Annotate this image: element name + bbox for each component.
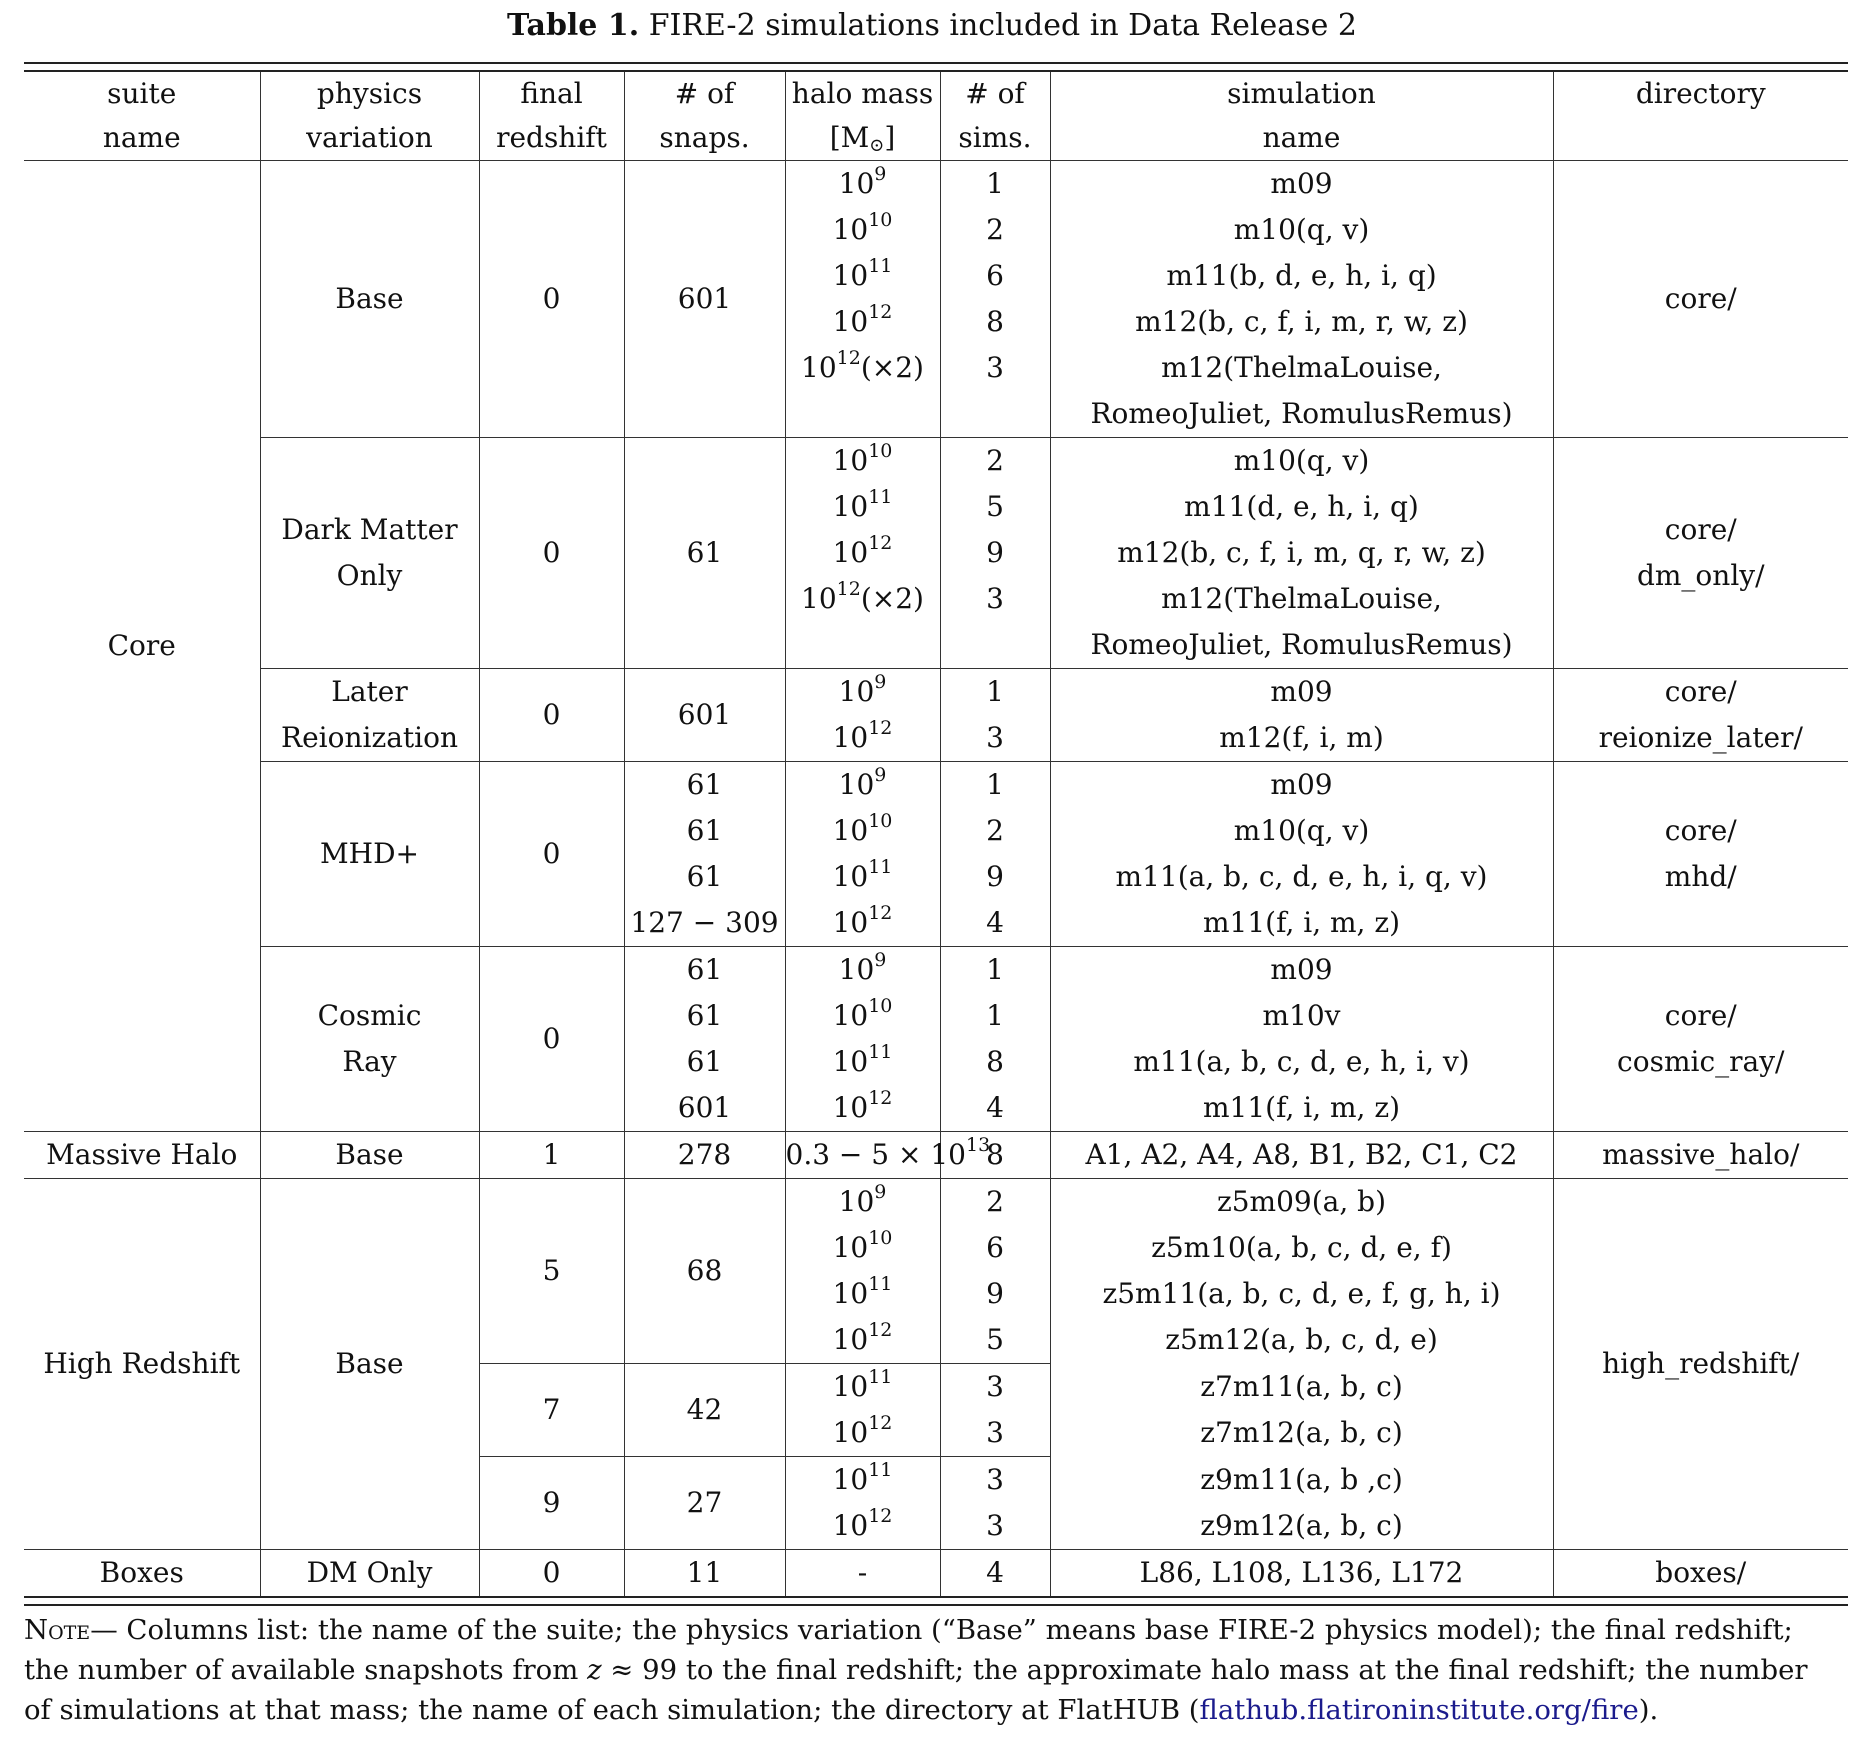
physics-dmo-line-1: Dark Matter xyxy=(281,513,458,546)
snaps-high-9: 27 xyxy=(624,1457,785,1550)
flathub-link[interactable]: flathub.flatironinstitute.org/fire xyxy=(1199,1694,1639,1726)
halo-mass-base: 10 xyxy=(832,490,869,523)
num-sims-cell: 1 xyxy=(940,947,1050,994)
header-physics-variation-line-1: physics xyxy=(316,77,423,110)
simulation-name-cell: m11(a, b, c, d, e, h, i, q, v) xyxy=(1050,854,1553,900)
simulation-name-cell: m12(ThelmaLouise, xyxy=(1050,576,1553,622)
snaps-cell: 61 xyxy=(624,993,785,1039)
simulation-name-cell: m11(b, d, e, h, i, q) xyxy=(1050,253,1553,299)
suite-high-redshift: High Redshift xyxy=(24,1179,260,1550)
num-sims-cell: 9 xyxy=(940,854,1050,900)
halo-mass-exponent: 11 xyxy=(868,1041,893,1063)
num-sims-cell: 2 xyxy=(940,808,1050,854)
halo-mass-cell xyxy=(785,762,940,809)
header-simulation-name-line-1: simulation xyxy=(1227,77,1376,110)
halo-mass-cell xyxy=(785,484,940,530)
num-sims-cell: 2 xyxy=(940,207,1050,253)
halo-mass-base: 10 xyxy=(838,675,875,708)
snaps-high-5: 68 xyxy=(624,1179,785,1364)
redshift-high-7: 7 xyxy=(479,1364,624,1457)
halo-mass-exponent: 9 xyxy=(874,949,887,971)
simulation-name-cell: m09 xyxy=(1050,762,1553,809)
halo-mass-base: 10 xyxy=(832,814,869,847)
header-halo-mass-unit-part: ] xyxy=(884,121,896,154)
halo-mass-base: 10 xyxy=(801,582,837,615)
note-label: Note xyxy=(24,1614,91,1646)
header-num-sims-line-1: # of xyxy=(965,77,1025,110)
physics-mhd: MHD+ xyxy=(260,762,479,947)
halo-mass-exponent: 10 xyxy=(868,995,893,1017)
halo-mass-base: 10 xyxy=(832,444,869,477)
halo-mass-cell xyxy=(785,993,940,1039)
table-caption-label: Table 1. xyxy=(507,8,640,43)
directory-mhd xyxy=(1553,762,1848,947)
simulation-name-cell: z5m10(a, b, c, d, e, f) xyxy=(1050,1225,1553,1271)
halo-mass-cell xyxy=(785,947,940,994)
halo-mass-base: 10 xyxy=(838,953,875,986)
header-physics-variation-line-2: variation xyxy=(306,121,433,154)
simulation-name-cell: m11(d, e, h, i, q) xyxy=(1050,484,1553,530)
num-sims-cell: 3 xyxy=(940,1410,1050,1457)
header-row xyxy=(24,71,1848,161)
snaps-cell: 127 − 309 xyxy=(624,900,785,947)
suite-boxes: Boxes xyxy=(24,1550,260,1598)
directory-cr-line-2: cosmic_ray/ xyxy=(1617,1045,1785,1078)
table-body xyxy=(24,71,1848,1597)
halo-mass-cell xyxy=(785,1410,940,1457)
simulation-name-boxes: L86, L108, L136, L172 xyxy=(1050,1550,1553,1598)
simulation-name-cell: RomeoJuliet, RomulusRemus) xyxy=(1050,391,1553,438)
note-line-2: the number of available snapshots from z ≈ 99 to the final redshift; the approximate halo mass at the final redshift; the number xyxy=(24,1654,1808,1686)
header-halo-mass-unit xyxy=(786,116,940,160)
snaps-cell: 61 xyxy=(624,762,785,809)
snaps-later: 601 xyxy=(624,669,785,762)
header-directory-line-1: directory xyxy=(1635,77,1766,110)
halo-mass-base: 10 xyxy=(832,1509,869,1542)
halo-mass-base: 10 xyxy=(838,768,875,801)
header-halo-mass-line-1: halo mass xyxy=(791,77,934,110)
simulation-name-cell: z7m12(a, b, c) xyxy=(1050,1410,1553,1457)
simulation-name-cell: m10v xyxy=(1050,993,1553,1039)
halo-mass-cell xyxy=(785,345,940,391)
halo-mass-base: 10 xyxy=(832,860,869,893)
num-sims-cell: 3 xyxy=(940,345,1050,391)
halo-mass-base: 10 xyxy=(832,1091,869,1124)
halo-mass-cell xyxy=(785,1317,940,1364)
directory-mhd-line-1: core/ xyxy=(1664,814,1737,847)
simulation-name-cell: z9m12(a, b, c) xyxy=(1050,1503,1553,1550)
table-row xyxy=(24,1550,1848,1598)
num-sims-cell xyxy=(940,391,1050,438)
header-directory xyxy=(1553,71,1848,161)
simulation-name-massive-halo: A1, A2, A4, A8, B1, B2, C1, C2 xyxy=(1050,1132,1553,1179)
redshift-high-9: 9 xyxy=(479,1457,624,1550)
halo-mass-exponent: 11 xyxy=(868,1459,893,1481)
num-sims-cell: 3 xyxy=(940,1457,1050,1504)
header-simulation-name-line-2: name xyxy=(1262,121,1341,154)
halo-mass-cell xyxy=(785,207,940,253)
redshift-boxes: 0 xyxy=(479,1550,624,1598)
snaps-dmo: 61 xyxy=(624,438,785,669)
redshift-later: 0 xyxy=(479,669,624,762)
halo-mass-base: 10 xyxy=(832,906,869,939)
halo-mass-base: 10 xyxy=(832,1370,869,1403)
simulation-name-cell: z9m11(a, b ,c) xyxy=(1050,1457,1553,1504)
halo-mass-base: 10 xyxy=(832,1416,869,1449)
halo-mass-exponent: 11 xyxy=(868,1273,893,1295)
simulation-name-cell: RomeoJuliet, RomulusRemus) xyxy=(1050,622,1553,669)
simulation-name-cell: m12(f, i, m) xyxy=(1050,715,1553,762)
num-sims-cell xyxy=(940,622,1050,669)
halo-mass-base: 10 xyxy=(801,351,837,384)
num-sims-cell: 3 xyxy=(940,1503,1050,1550)
halo-mass-cell xyxy=(785,391,940,438)
halo-mass-exponent: 12 xyxy=(868,1087,893,1109)
physics-boxes: DM Only xyxy=(260,1550,479,1598)
num-sims-cell: 2 xyxy=(940,438,1050,485)
header-num-snaps-line-1: # of xyxy=(674,77,735,110)
num-sims-cell: 1 xyxy=(940,762,1050,809)
halo-mass-cell xyxy=(785,1179,940,1226)
directory-base: core/ xyxy=(1553,161,1848,438)
table-row xyxy=(24,1179,1848,1226)
halo-mass-exponent: 12 xyxy=(836,578,861,600)
halo-mass-suffix: (×2) xyxy=(860,351,924,384)
snaps-base: 601 xyxy=(624,161,785,438)
halo-mass-base: 10 xyxy=(838,167,875,200)
snaps-cell: 601 xyxy=(624,1085,785,1132)
halo-mass-exponent: 9 xyxy=(874,1181,887,1203)
directory-massive-halo: massive_halo/ xyxy=(1553,1132,1848,1179)
physics-cr-line-1: Cosmic xyxy=(317,999,422,1032)
snaps-cell: 61 xyxy=(624,1039,785,1085)
table-row xyxy=(24,947,1848,994)
halo-mass-exponent: 12 xyxy=(868,717,893,739)
halo-mass-cell xyxy=(785,1503,940,1550)
redshift-mhd: 0 xyxy=(479,762,624,947)
num-sims-cell: 4 xyxy=(940,1085,1050,1132)
num-sims-cell: 2 xyxy=(940,1179,1050,1226)
halo-mass-base: 10 xyxy=(832,1277,869,1310)
num-sims-cell: 9 xyxy=(940,1271,1050,1317)
num-sims-cell: 8 xyxy=(940,299,1050,345)
halo-mass-base: 10 xyxy=(832,1231,869,1264)
physics-high-redshift: Base xyxy=(260,1179,479,1550)
header-suite-name-line-2: name xyxy=(102,121,181,154)
header-halo-mass xyxy=(785,71,940,161)
halo-mass-exponent: 12 xyxy=(836,347,861,369)
directory-cr xyxy=(1553,947,1848,1132)
halo-mass-cell xyxy=(785,669,940,716)
num-sims-massive-halo: 8 xyxy=(940,1132,1050,1179)
header-halo-mass-unit-part: ⊙ xyxy=(869,135,885,156)
num-sims-cell: 1 xyxy=(940,161,1050,208)
directory-later xyxy=(1553,669,1848,762)
simulation-name-cell: m10(q, v) xyxy=(1050,438,1553,485)
halo-mass-base: 10 xyxy=(832,1045,869,1078)
redshift-high-5: 5 xyxy=(479,1179,624,1364)
header-final-redshift-line-2: redshift xyxy=(496,121,607,154)
directory-dmo-line-2: dm_only/ xyxy=(1636,559,1765,592)
simulation-name-cell: m12(b, c, f, i, m, q, r, w, z) xyxy=(1050,530,1553,576)
redshift-base: 0 xyxy=(479,161,624,438)
simulation-name-cell: m09 xyxy=(1050,161,1553,208)
simulation-name-cell: m11(a, b, c, d, e, h, i, v) xyxy=(1050,1039,1553,1085)
snaps-massive-halo: 278 xyxy=(624,1132,785,1179)
halo-mass-exponent: 10 xyxy=(868,810,893,832)
physics-cr xyxy=(260,947,479,1132)
simulation-name-cell: z7m11(a, b, c) xyxy=(1050,1364,1553,1411)
directory-later-line-2: reionize_later/ xyxy=(1598,721,1803,754)
snaps-boxes: 11 xyxy=(624,1550,785,1598)
halo-mass-exponent: 12 xyxy=(868,1505,893,1527)
header-num-snaps xyxy=(624,71,785,161)
halo-mass-base: 10 xyxy=(832,1323,869,1356)
directory-dmo xyxy=(1553,438,1848,669)
halo-mass-exponent: 11 xyxy=(868,1366,893,1388)
halo-mass-base: 10 xyxy=(832,259,869,292)
table-row xyxy=(24,762,1848,809)
directory-cr-line-1: core/ xyxy=(1664,999,1737,1032)
directory-boxes: boxes/ xyxy=(1553,1550,1848,1598)
header-final-redshift-line-1: final xyxy=(520,77,583,110)
simulation-name-cell: m12(b, c, f, i, m, r, w, z) xyxy=(1050,299,1553,345)
halo-mass-base: 10 xyxy=(832,721,869,754)
num-sims-cell: 8 xyxy=(940,1039,1050,1085)
directory-later-line-1: core/ xyxy=(1664,675,1737,708)
directory-mhd-line-2: mhd/ xyxy=(1664,860,1737,893)
halo-mass-base: 10 xyxy=(832,1463,869,1496)
table-row xyxy=(24,1132,1848,1179)
halo-mass-exponent: 9 xyxy=(874,671,887,693)
header-simulation-name xyxy=(1050,71,1553,161)
physics-later xyxy=(260,669,479,762)
simulation-name-cell: z5m09(a, b) xyxy=(1050,1179,1553,1226)
suite-massive-halo: Massive Halo xyxy=(24,1132,260,1179)
halo-mass-cell xyxy=(785,808,940,854)
table-row xyxy=(24,669,1848,716)
halo-mass-base: 10 xyxy=(838,1185,875,1218)
physics-dmo-line-2: Only xyxy=(336,559,403,592)
redshift-massive-halo: 1 xyxy=(479,1132,624,1179)
num-sims-cell: 3 xyxy=(940,715,1050,762)
directory-high-redshift: high_redshift/ xyxy=(1553,1179,1848,1550)
table-row xyxy=(24,438,1848,485)
simulations-table-frame xyxy=(24,62,1848,1606)
halo-mass-exponent: 12 xyxy=(868,1412,893,1434)
header-num-sims xyxy=(940,71,1050,161)
simulation-name-cell: m12(ThelmaLouise, xyxy=(1050,345,1553,391)
table-row xyxy=(24,161,1848,208)
table-note xyxy=(24,1610,1848,1730)
num-sims-cell: 1 xyxy=(940,669,1050,716)
header-suite-name-line-1: suite xyxy=(107,77,177,110)
halo-mass-cell xyxy=(785,299,940,345)
redshift-cr: 0 xyxy=(479,947,624,1132)
halo-mass-base: 10 xyxy=(832,999,869,1032)
simulation-name-cell: z5m12(a, b, c, d, e) xyxy=(1050,1317,1553,1364)
halo-mass-cell xyxy=(785,1457,940,1504)
table-caption-text: FIRE-2 simulations included in Data Release 2 xyxy=(648,8,1357,43)
num-sims-cell: 5 xyxy=(940,484,1050,530)
physics-base: Base xyxy=(260,161,479,438)
halo-mass-exponent: 10 xyxy=(868,440,893,462)
snaps-cell: 61 xyxy=(624,947,785,994)
halo-mass-cell xyxy=(785,1271,940,1317)
halo-mass-exponent: 13 xyxy=(966,1134,991,1156)
physics-massive-halo: Base xyxy=(260,1132,479,1179)
simulation-name-cell: z5m11(a, b, c, d, e, f, g, h, i) xyxy=(1050,1271,1553,1317)
halo-mass-cell xyxy=(785,1039,940,1085)
halo-mass-exponent: 10 xyxy=(868,209,893,231)
header-halo-mass-unit-part: [M xyxy=(829,121,870,154)
halo-mass-base: 0.3 − 5 × 10 xyxy=(785,1138,966,1171)
physics-cr-line-2: Ray xyxy=(342,1045,397,1078)
physics-dmo xyxy=(260,438,479,669)
halo-mass-exponent: 11 xyxy=(868,486,893,508)
header-suite-name xyxy=(24,71,260,161)
halo-mass-cell xyxy=(785,1085,940,1132)
suite-core: Core xyxy=(24,161,260,1132)
simulation-name-cell: m10(q, v) xyxy=(1050,808,1553,854)
halo-mass-base: 10 xyxy=(832,536,869,569)
halo-mass-cell xyxy=(785,530,940,576)
halo-mass-massive-halo xyxy=(785,1132,991,1179)
halo-mass-cell xyxy=(785,900,940,947)
halo-mass-exponent: 9 xyxy=(874,764,887,786)
halo-mass-exponent: 11 xyxy=(868,255,893,277)
simulation-name-cell: m09 xyxy=(1050,947,1553,994)
table-caption xyxy=(0,4,1864,48)
num-sims-cell: 6 xyxy=(940,1225,1050,1271)
halo-mass-cell xyxy=(785,438,940,485)
halo-mass-base: 10 xyxy=(832,305,869,338)
halo-mass-exponent: 9 xyxy=(874,163,887,185)
halo-mass-exponent: 10 xyxy=(868,1227,893,1249)
header-num-snaps-line-2: snaps. xyxy=(659,121,750,154)
halo-mass-cell xyxy=(785,161,940,208)
snaps-cell: 61 xyxy=(624,854,785,900)
halo-mass-cell xyxy=(785,576,940,622)
halo-mass-exponent: 11 xyxy=(868,856,893,878)
simulation-name-cell: m11(f, i, m, z) xyxy=(1050,1085,1553,1132)
snaps-high-7: 42 xyxy=(624,1364,785,1457)
note-line-3: of simulations at that mass; the name of each simulation; the directory at FlatHUB (flathub.flatironinstitute.org/fire). xyxy=(24,1694,1659,1726)
num-sims-cell: 3 xyxy=(940,1364,1050,1411)
header-final-redshift xyxy=(479,71,624,161)
num-sims-cell: 4 xyxy=(940,900,1050,947)
simulation-name-cell: m10(q, v) xyxy=(1050,207,1553,253)
physics-later-line-1: Later xyxy=(331,675,408,708)
halo-mass-exponent: 12 xyxy=(868,532,893,554)
header-physics-variation xyxy=(260,71,479,161)
halo-mass-boxes: - xyxy=(785,1550,940,1598)
halo-mass-cell xyxy=(785,715,940,762)
simulation-name-cell: m09 xyxy=(1050,669,1553,716)
num-sims-cell: 6 xyxy=(940,253,1050,299)
num-sims-cell: 5 xyxy=(940,1317,1050,1364)
header-num-sims-line-2: sims. xyxy=(958,121,1032,154)
halo-mass-cell xyxy=(785,253,940,299)
note-line-1: Note— Columns list: the name of the suite; the physics variation (“Base” means base FIRE-2 physics model); the final redshift; xyxy=(24,1614,1793,1646)
physics-later-line-2: Reionization xyxy=(281,721,458,754)
simulation-name-cell: m11(f, i, m, z) xyxy=(1050,900,1553,947)
halo-mass-suffix: (×2) xyxy=(860,582,924,615)
halo-mass-cell xyxy=(785,1364,940,1411)
num-sims-boxes: 4 xyxy=(940,1550,1050,1598)
redshift-dmo: 0 xyxy=(479,438,624,669)
halo-mass-base: 10 xyxy=(832,213,869,246)
num-sims-cell: 3 xyxy=(940,576,1050,622)
halo-mass-exponent: 12 xyxy=(868,902,893,924)
num-sims-cell: 1 xyxy=(940,993,1050,1039)
halo-mass-exponent: 12 xyxy=(868,301,893,323)
num-sims-cell: 9 xyxy=(940,530,1050,576)
snaps-cell: 61 xyxy=(624,808,785,854)
halo-mass-cell xyxy=(785,1225,940,1271)
simulations-table xyxy=(24,70,1848,1598)
halo-mass-cell xyxy=(785,622,940,669)
halo-mass-exponent: 12 xyxy=(868,1319,893,1341)
halo-mass-cell xyxy=(785,854,940,900)
directory-dmo-line-1: core/ xyxy=(1664,513,1737,546)
